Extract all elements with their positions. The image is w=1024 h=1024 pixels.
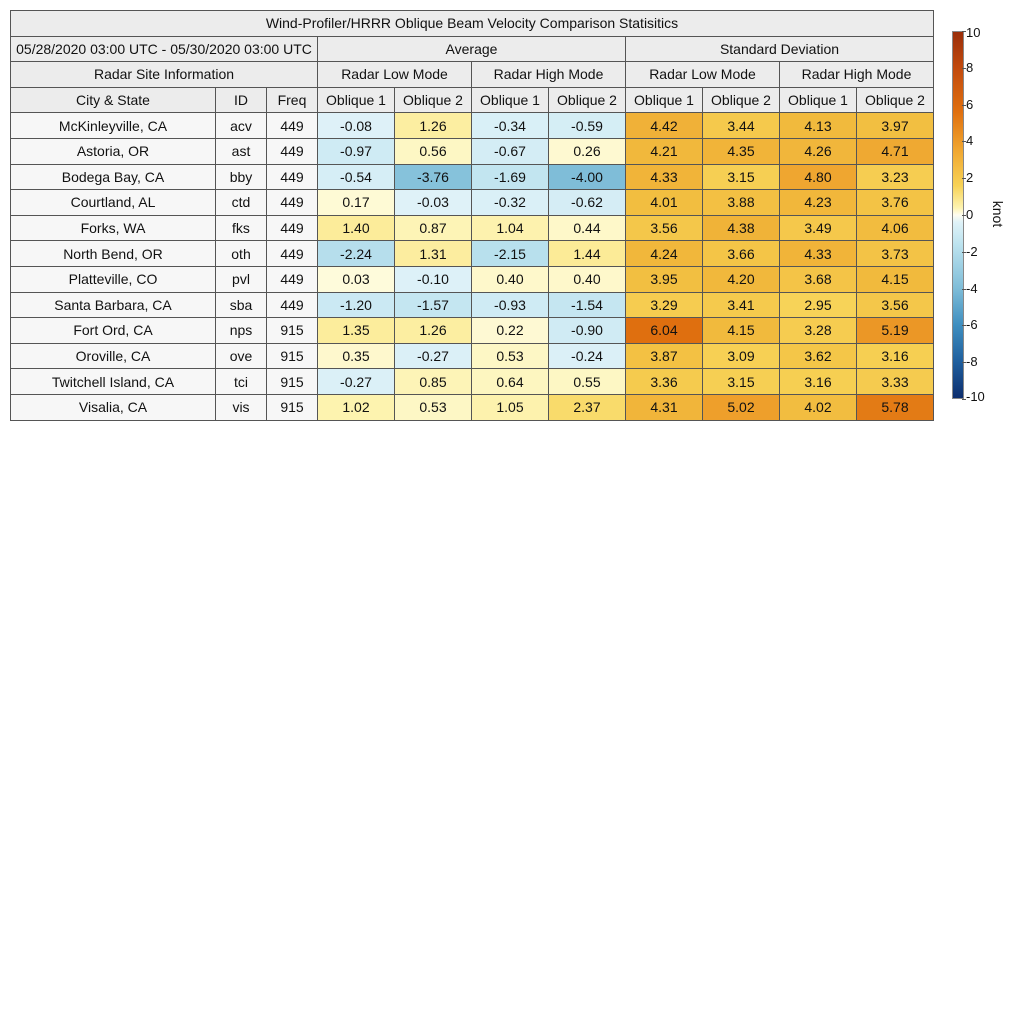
table-row: [11, 369, 934, 395]
table-row: [11, 343, 934, 369]
value-cell: -0.27: [318, 369, 395, 395]
value-cell: -0.27: [395, 343, 472, 369]
site-freq-cell: 449: [267, 292, 318, 318]
value-cell: 3.56: [857, 292, 934, 318]
table-row: [11, 190, 934, 216]
colorbar-tick-label: -10: [966, 389, 985, 404]
colorbar-tick-mark: [962, 105, 966, 106]
site-id-cell: sba: [216, 292, 267, 318]
value-cell: -0.08: [318, 113, 395, 139]
value-cell: -4.00: [549, 164, 626, 190]
colorbar-unit-label: knot: [990, 200, 1006, 228]
avg-high-mode-header: Radar High Mode: [472, 62, 626, 88]
site-city-cell: Platteville, CO: [11, 266, 216, 292]
avg-low-mode-header: Radar Low Mode: [318, 62, 472, 88]
col-header-std-high-ob2: Oblique 2: [857, 87, 934, 113]
site-freq-cell: 915: [267, 318, 318, 344]
site-id-cell: bby: [216, 164, 267, 190]
site-id-cell: tci: [216, 369, 267, 395]
table-row: [11, 164, 934, 190]
value-cell: 4.80: [780, 164, 857, 190]
std-low-mode-header: Radar Low Mode: [626, 62, 780, 88]
site-freq-cell: 449: [267, 266, 318, 292]
col-header-avg-high-ob2: Oblique 2: [549, 87, 626, 113]
value-cell: 4.71: [857, 138, 934, 164]
col-header-city: City & State: [11, 87, 216, 113]
value-cell: 0.56: [395, 138, 472, 164]
col-header-id: ID: [216, 87, 267, 113]
col-header-std-low-ob2: Oblique 2: [703, 87, 780, 113]
value-cell: 3.73: [857, 241, 934, 267]
colorbar-tick-label: -8: [966, 354, 978, 370]
table-row: [11, 215, 934, 241]
site-id-cell: ast: [216, 138, 267, 164]
colorbar-tick-label: 2: [966, 170, 974, 186]
value-cell: 0.53: [472, 343, 549, 369]
colorbar-tick-mark: [962, 215, 966, 216]
site-city-cell: Twitchell Island, CA: [11, 369, 216, 395]
site-id-cell: ctd: [216, 190, 267, 216]
site-id-cell: ove: [216, 343, 267, 369]
colorbar-tick-mark: [962, 362, 966, 363]
value-cell: 0.40: [549, 266, 626, 292]
col-header-std-low-ob1: Oblique 1: [626, 87, 703, 113]
value-cell: 4.33: [780, 241, 857, 267]
value-cell: 0.87: [395, 215, 472, 241]
table-row: [11, 241, 934, 267]
value-cell: 3.56: [626, 215, 703, 241]
value-cell: 3.15: [703, 164, 780, 190]
col-header-avg-low-ob1: Oblique 1: [318, 87, 395, 113]
col-header-std-high-ob1: Oblique 1: [780, 87, 857, 113]
value-cell: -0.90: [549, 318, 626, 344]
value-cell: 1.26: [395, 318, 472, 344]
value-cell: 4.23: [780, 190, 857, 216]
table-row: [11, 113, 934, 139]
value-cell: 0.85: [395, 369, 472, 395]
value-cell: -0.24: [549, 343, 626, 369]
value-cell: 2.37: [549, 394, 626, 420]
table-row: [11, 266, 934, 292]
value-cell: 5.78: [857, 394, 934, 420]
value-cell: 4.35: [703, 138, 780, 164]
value-cell: 4.31: [626, 394, 703, 420]
site-city-cell: Bodega Bay, CA: [11, 164, 216, 190]
value-cell: -2.24: [318, 241, 395, 267]
value-cell: 3.28: [780, 318, 857, 344]
value-cell: 3.66: [703, 241, 780, 267]
value-cell: -0.93: [472, 292, 549, 318]
value-cell: -0.54: [318, 164, 395, 190]
colorbar-tick-label: 10: [966, 25, 981, 40]
col-header-freq: Freq: [267, 87, 318, 113]
value-cell: 1.35: [318, 318, 395, 344]
value-cell: 1.05: [472, 394, 549, 420]
site-id-cell: pvl: [216, 266, 267, 292]
site-city-cell: McKinleyville, CA: [11, 113, 216, 139]
value-cell: 3.95: [626, 266, 703, 292]
site-id-cell: nps: [216, 318, 267, 344]
value-cell: -0.67: [472, 138, 549, 164]
value-cell: 1.44: [549, 241, 626, 267]
value-cell: 4.20: [703, 266, 780, 292]
value-cell: 3.76: [857, 190, 934, 216]
colorbar-tick-label: 0: [966, 207, 974, 222]
site-freq-cell: 915: [267, 394, 318, 420]
value-cell: 3.16: [780, 369, 857, 395]
value-cell: -0.62: [549, 190, 626, 216]
colorbar-tick-label: 4: [966, 133, 974, 149]
value-cell: 0.55: [549, 369, 626, 395]
value-cell: -1.69: [472, 164, 549, 190]
value-cell: -0.32: [472, 190, 549, 216]
colorbar-tick-label: -4: [966, 280, 978, 296]
site-city-cell: Astoria, OR: [11, 138, 216, 164]
site-id-cell: acv: [216, 113, 267, 139]
value-cell: 3.36: [626, 369, 703, 395]
value-cell: 5.19: [857, 318, 934, 344]
value-cell: 3.97: [857, 113, 934, 139]
colorbar-tick-mark: [962, 178, 966, 179]
colorbar-tick-mark: [962, 289, 966, 290]
value-cell: -0.59: [549, 113, 626, 139]
colorbar-tick-mark: [962, 325, 966, 326]
value-cell: 3.44: [703, 113, 780, 139]
value-cell: 0.03: [318, 266, 395, 292]
value-cell: -3.76: [395, 164, 472, 190]
value-cell: 0.35: [318, 343, 395, 369]
value-cell: 4.02: [780, 394, 857, 420]
value-cell: 3.23: [857, 164, 934, 190]
value-cell: -1.54: [549, 292, 626, 318]
colorbar-tick-label: -6: [966, 317, 978, 333]
value-cell: 1.31: [395, 241, 472, 267]
value-cell: 4.13: [780, 113, 857, 139]
value-cell: -2.15: [472, 241, 549, 267]
value-cell: 4.06: [857, 215, 934, 241]
colorbar-tick-mark: [962, 399, 966, 400]
value-cell: 3.15: [703, 369, 780, 395]
table-row: [11, 292, 934, 318]
value-cell: 0.26: [549, 138, 626, 164]
colorbar-tick-label: 6: [966, 96, 974, 112]
site-info-header: Radar Site Information: [11, 62, 318, 88]
comparison-table: [10, 10, 934, 421]
colorbar-tick-mark: [962, 68, 966, 69]
value-cell: -1.57: [395, 292, 472, 318]
value-cell: -0.10: [395, 266, 472, 292]
site-freq-cell: 449: [267, 113, 318, 139]
site-freq-cell: 449: [267, 190, 318, 216]
site-city-cell: Visalia, CA: [11, 394, 216, 420]
value-cell: 1.26: [395, 113, 472, 139]
table-row: [11, 138, 934, 164]
value-cell: 0.53: [395, 394, 472, 420]
colorbar-tick-mark: [962, 31, 966, 32]
site-freq-cell: 915: [267, 343, 318, 369]
value-cell: 4.15: [703, 318, 780, 344]
std-high-mode-header: Radar High Mode: [780, 62, 934, 88]
value-cell: 3.68: [780, 266, 857, 292]
value-cell: 0.22: [472, 318, 549, 344]
colorbar-tick-mark: [962, 141, 966, 142]
value-cell: 5.02: [703, 394, 780, 420]
value-cell: 4.33: [626, 164, 703, 190]
value-cell: 3.09: [703, 343, 780, 369]
value-cell: -0.34: [472, 113, 549, 139]
value-cell: 0.44: [549, 215, 626, 241]
site-freq-cell: 449: [267, 241, 318, 267]
value-cell: 3.49: [780, 215, 857, 241]
site-city-cell: North Bend, OR: [11, 241, 216, 267]
site-id-cell: oth: [216, 241, 267, 267]
site-city-cell: Oroville, CA: [11, 343, 216, 369]
value-cell: 4.01: [626, 190, 703, 216]
colorbar-tick-label: 8: [966, 59, 974, 75]
site-id-cell: fks: [216, 215, 267, 241]
colorbar-tick-label: -2: [966, 243, 978, 259]
value-cell: 3.29: [626, 292, 703, 318]
site-freq-cell: 915: [267, 369, 318, 395]
value-cell: 0.64: [472, 369, 549, 395]
site-city-cell: Forks, WA: [11, 215, 216, 241]
colorbar-tick-mark: [962, 252, 966, 253]
table-title: Wind-Profiler/HRRR Oblique Beam Velocity Comparison Statisitics: [11, 11, 934, 37]
std-group-header: Standard Deviation: [626, 36, 934, 62]
value-cell: 6.04: [626, 318, 703, 344]
value-cell: 1.02: [318, 394, 395, 420]
average-group-header: Average: [318, 36, 626, 62]
value-cell: 3.16: [857, 343, 934, 369]
site-city-cell: Courtland, AL: [11, 190, 216, 216]
value-cell: -1.20: [318, 292, 395, 318]
site-id-cell: vis: [216, 394, 267, 420]
value-cell: 3.41: [703, 292, 780, 318]
value-cell: 4.15: [857, 266, 934, 292]
value-cell: 0.17: [318, 190, 395, 216]
value-cell: 3.88: [703, 190, 780, 216]
site-freq-cell: 449: [267, 164, 318, 190]
site-city-cell: Fort Ord, CA: [11, 318, 216, 344]
value-cell: 4.38: [703, 215, 780, 241]
site-freq-cell: 449: [267, 138, 318, 164]
table-row: [11, 318, 934, 344]
value-cell: 3.87: [626, 343, 703, 369]
value-cell: -0.03: [395, 190, 472, 216]
site-city-cell: Santa Barbara, CA: [11, 292, 216, 318]
col-header-avg-low-ob2: Oblique 2: [395, 87, 472, 113]
date-range: 05/28/2020 03:00 UTC - 05/30/2020 03:00 UTC: [11, 36, 318, 62]
value-cell: 4.24: [626, 241, 703, 267]
value-cell: 0.40: [472, 266, 549, 292]
value-cell: 3.62: [780, 343, 857, 369]
col-header-avg-high-ob1: Oblique 1: [472, 87, 549, 113]
table-row: [11, 394, 934, 420]
value-cell: -0.97: [318, 138, 395, 164]
value-cell: 4.26: [780, 138, 857, 164]
value-cell: 2.95: [780, 292, 857, 318]
value-cell: 4.42: [626, 113, 703, 139]
value-cell: 4.21: [626, 138, 703, 164]
site-freq-cell: 449: [267, 215, 318, 241]
value-cell: 1.40: [318, 215, 395, 241]
value-cell: 1.04: [472, 215, 549, 241]
value-cell: 3.33: [857, 369, 934, 395]
